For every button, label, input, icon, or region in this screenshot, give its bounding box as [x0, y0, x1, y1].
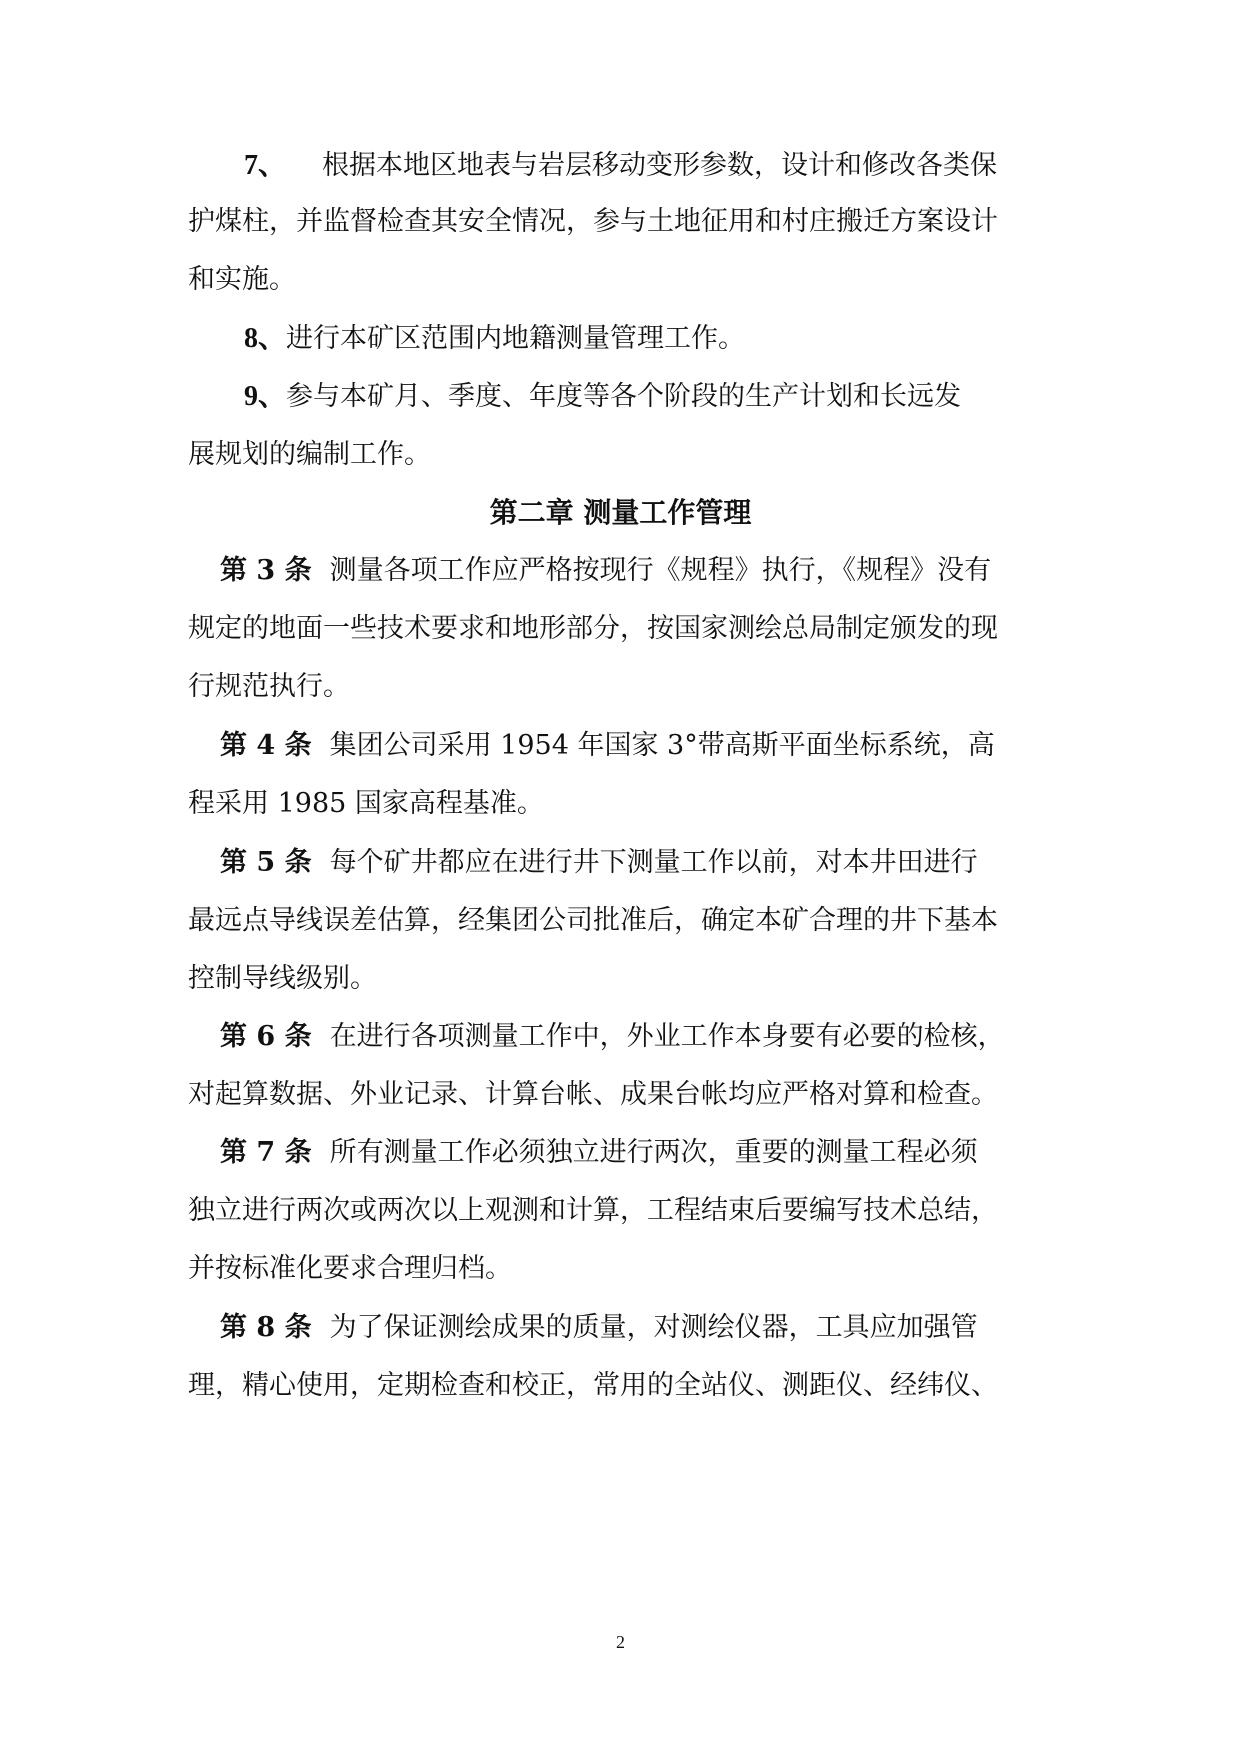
- item-8-line-1: [244, 319, 745, 359]
- article-5-line-3: 控制导线级别。: [188, 963, 377, 994]
- article-3-line-3: 行规范执行。: [188, 671, 350, 702]
- item-8-text-1: 进行本矿区范围内地籍测量管理工作。: [286, 323, 746, 354]
- article-5-text-1: 每个矿井都应在进行井下测量工作以前，对本井田进行: [329, 847, 978, 878]
- article-7-line-2: 独立进行两次或两次以上观测和计算，工程结束后要编写技术总结，: [188, 1195, 998, 1226]
- article-5-line-2: 最远点导线误差估算，经集团公司批准后，确定本矿合理的井下基本: [188, 905, 998, 936]
- article-6-text-1: 在进行各项测量工作中，外业工作本身要有必要的检核，: [329, 1021, 1005, 1052]
- item-8-number: 8、: [244, 323, 287, 354]
- item-7-line-3: 和实施。: [188, 264, 296, 295]
- article-4-line-2: 程采用 1985 国家高程基准。: [188, 788, 544, 819]
- article-8-line-1: [220, 1308, 978, 1348]
- article-8-number: 第 8 条: [220, 1312, 312, 1343]
- article-4-text-1: 集团公司采用 1954 年国家 3°带高斯平面坐标系统，高: [329, 730, 995, 761]
- item-7-line-1: [244, 146, 997, 186]
- item-9-text-1: 参与本矿月、季度、年度等各个阶段的生产计划和长远发: [286, 381, 962, 412]
- article-3-text-1: 测量各项工作应严格按现行《规程》执行，《规程》没有: [329, 555, 992, 586]
- item-9-number: 9、: [244, 381, 287, 412]
- article-3-line-1: [220, 551, 991, 591]
- article-5-line-1: [220, 843, 978, 883]
- article-7-line-3: 并按标准化要求合理归档。: [188, 1253, 512, 1284]
- article-4-number: 第 4 条: [220, 730, 312, 761]
- article-8-text-1: 为了保证测绘成果的质量，对测绘仪器，工具应加强管: [329, 1312, 978, 1343]
- article-7-number: 第 7 条: [220, 1137, 312, 1168]
- item-9-line-1: [244, 377, 961, 417]
- article-6-number: 第 6 条: [220, 1021, 312, 1052]
- item-9-line-2: 展规划的编制工作。: [188, 439, 431, 470]
- article-3-line-2: 规定的地面一些技术要求和地形部分，按国家测绘总局制定颁发的现: [188, 613, 998, 644]
- item-7-text-1: 根据本地区地表与岩层移动变形参数，设计和修改各类保: [322, 150, 998, 181]
- article-7-text-1: 所有测量工作必须独立进行两次，重要的测量工程必须: [329, 1137, 978, 1168]
- item-7-line-2: 护煤柱，并监督检查其安全情况，参与土地征用和村庄搬迁方案设计: [188, 206, 998, 237]
- article-5-number: 第 5 条: [220, 847, 312, 878]
- article-8-line-2: 理，精心使用，定期检查和校正，常用的全站仪、测距仪、经纬仪、: [188, 1370, 998, 1401]
- item-7-number: 7、: [244, 150, 287, 181]
- article-7-line-1: [220, 1133, 978, 1173]
- article-3-number: 第 3 条: [220, 555, 312, 586]
- page-number: 2: [616, 1632, 625, 1652]
- article-6-line-2: 对起算数据、外业记录、计算台帐、成果台帐均应严格对算和检查。: [188, 1079, 998, 1110]
- article-4-line-1: [220, 726, 995, 766]
- chapter-heading: 第二章 测量工作管理: [489, 496, 752, 529]
- article-6-line-1: [220, 1017, 1005, 1057]
